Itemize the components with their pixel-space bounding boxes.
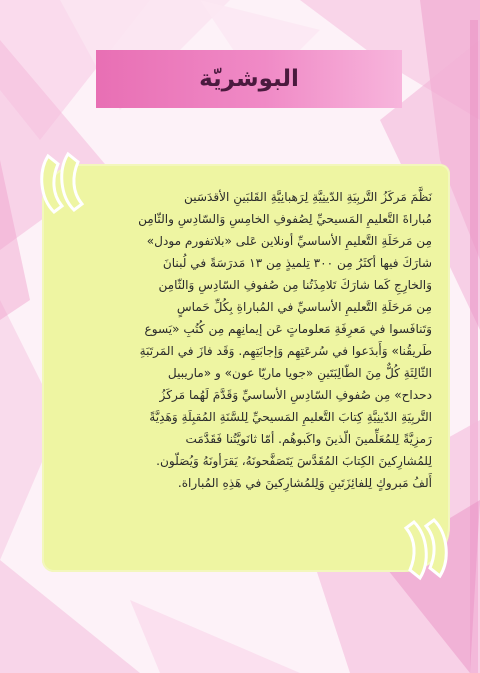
body-line: شارَكَ فيها أكثَرُ مِن ٣٠٠ تِلميذٍ مِن ١٣ مَدرَسَةً في لُبنانَ bbox=[162, 256, 432, 270]
body-line: التَّربِيَةِ الدّينِيَّةِ كِتابَ التَّعليمِ المَسيحيِّ لِلسَّنَةِ المُقبِلَةِ وَهَدِيَّةً bbox=[149, 410, 432, 424]
title-banner bbox=[96, 50, 402, 108]
body-line: مِن مَرحَلَةِ التَّعليمِ الأساسيِّ أونلاين عَلى «بلاتفورم مودل» bbox=[146, 234, 432, 248]
body-line: لِلمُشارِكينَ الكِتابَ المُقَدَّسَ يَتَصَفَّحونَهُ، يَقرَأونَهُ وَيُصَلّون. bbox=[156, 454, 432, 468]
body-line: مُباراةَ التَّعليمِ المَسيحيِّ لِصُفوفِ الخامِسِ وَالسّادِسِ والثّامِن bbox=[138, 212, 432, 226]
page-title: البوشريّة bbox=[199, 66, 299, 92]
article-body bbox=[58, 186, 432, 494]
body-line: أَلفُ مَبروكٍ لِلفائِزَتَينِ وَلِلمُشارِكينَ في هَذِهِ المُباراة. bbox=[177, 476, 432, 490]
body-line: الثّالِثَةِ كُلٌّ مِنَ الطّالِبَتَينِ «جويا ماريّا عون» و «ماريبيل bbox=[167, 366, 432, 380]
body-line: طَريقُنا» وَأَبدَعوا في سُرعَتِهِم وَإجابَتِهِم. وَقَد فازَ في المَرتَبَةِ bbox=[139, 344, 432, 358]
body-line: نَظَّمَ مَركَزُ التَّربِيَةِ الدّينِيَّةِ لِرَهبانِيَّةِ القَلبَينِ الأقدَسَين bbox=[183, 190, 432, 204]
body-line: وَالخارِجِ كَما شارَكَ تَلامِذَتُنا مِن صُفوفِ السّادِسِ وَالثّامِن bbox=[158, 278, 432, 292]
body-line: وَتَنافَسوا في مَعرِفَةِ مَعلوماتٍ عَن إيمانِهِم مِن كُتُبِ «يَسوع bbox=[144, 322, 432, 336]
body-line: مِن مَرحَلَةِ التَّعليمِ الأساسيِّ في المُباراةِ بِكُلِّ حَماسٍ bbox=[176, 300, 432, 314]
body-line: دحداح» مِن صُفوفِ السّادِسِ الأساسيِّ وَقَدَّمَ لَهُما مَركَزُ bbox=[159, 388, 432, 402]
close-quote-icon bbox=[396, 502, 448, 582]
body-line: رَمزِيَّةً لِلمُعَلِّمينَ الّذينَ واكَبوهُم. أمّا ثانَويَّتُنا فَقَدَّمَت bbox=[185, 432, 432, 446]
